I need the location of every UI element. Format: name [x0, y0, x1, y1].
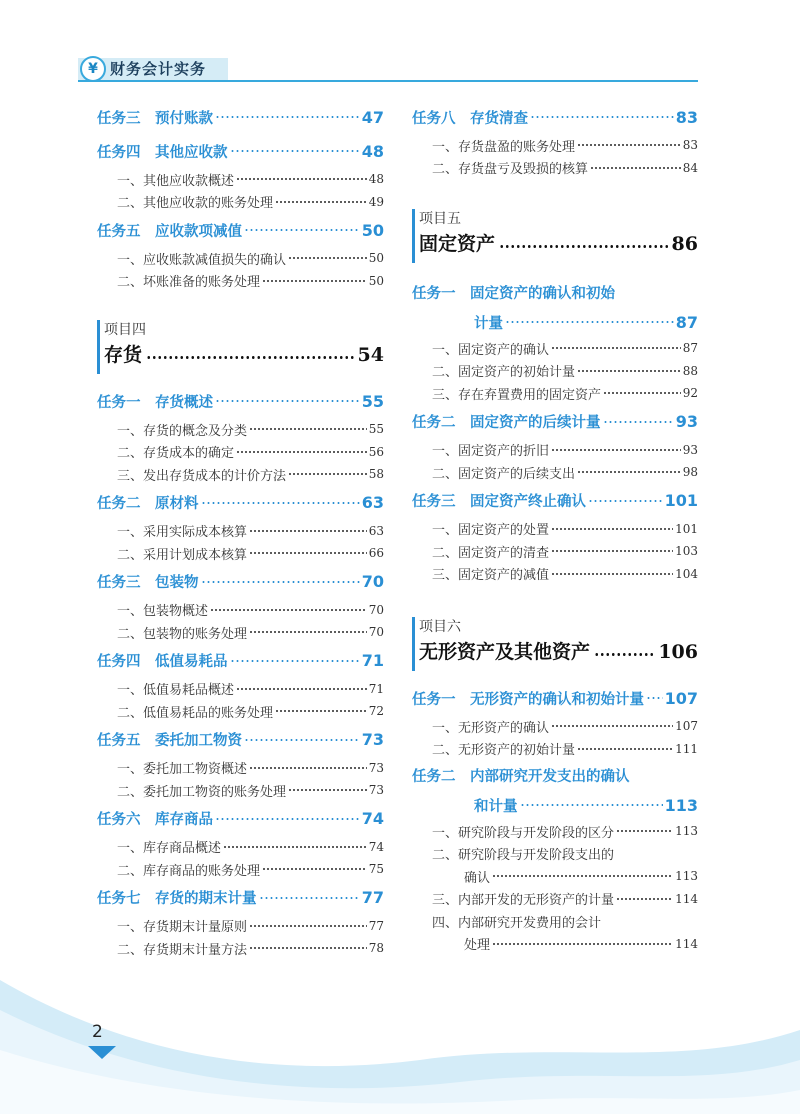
sub-label: 一、固定资产的确认: [432, 342, 550, 358]
leader-dots: [249, 426, 367, 432]
leader-dots: [210, 607, 367, 613]
leader-dots: [259, 894, 360, 902]
toc-task-entry[interactable]: [97, 723, 384, 757]
leader-dots: [616, 828, 673, 834]
project-title: 固定资产: [419, 233, 496, 255]
sub-label: 二、采用计划成本核算: [117, 547, 248, 563]
leader-dots: [577, 746, 673, 752]
toc-sub-entry[interactable]: [97, 191, 384, 214]
sub-page: 84: [682, 160, 698, 175]
toc-task-entry[interactable]: [97, 486, 384, 520]
leader-dots: [230, 657, 360, 665]
toc-task-entry[interactable]: [412, 100, 698, 134]
leader-dots: [249, 629, 367, 635]
project-title: 无形资产及其他资产: [419, 641, 591, 663]
project-six-heading: [412, 617, 698, 671]
toc-sub-entry[interactable]: [412, 540, 698, 563]
project-page: 106: [658, 641, 698, 663]
task-page: 74: [361, 809, 384, 828]
yuan-coin-icon: ¥: [80, 56, 106, 82]
project-label: 项目五: [419, 211, 461, 227]
sub-label: 一、应收账款减值损失的确认: [117, 252, 287, 268]
leader-dots: [551, 345, 681, 351]
leader-dots: [551, 723, 673, 729]
project-title-row[interactable]: [419, 229, 698, 263]
sub-label: 确认: [464, 870, 491, 886]
sub-page: 87: [682, 341, 698, 356]
sub-page: 77: [368, 918, 384, 933]
leader-dots: [236, 449, 367, 455]
leader-dots: [244, 226, 360, 234]
toc-sub-entry[interactable]: [97, 621, 384, 644]
sub-page: 113: [675, 824, 698, 839]
task-page: 83: [675, 107, 698, 127]
toc-sub-entry[interactable]: [97, 270, 384, 293]
project-label: 项目四: [104, 322, 146, 338]
toc-sub-entry[interactable]: [412, 888, 698, 911]
task-label: 任务二 原材料: [97, 496, 199, 512]
toc-sub-entry[interactable]: [412, 518, 698, 541]
sub-page: 73: [368, 760, 384, 775]
leader-dots: [590, 165, 681, 171]
sub-page: 92: [682, 386, 698, 401]
task-label: 任务五 应收款项减值: [97, 223, 242, 240]
project-five-heading: [412, 209, 698, 263]
project-four-heading: [97, 320, 384, 374]
task-label: 和计量: [474, 798, 518, 815]
leader-dots: [492, 873, 673, 879]
leader-dots: [551, 571, 673, 577]
toc-sub-entry[interactable]: [97, 678, 384, 701]
toc-sub-entry[interactable]: [97, 937, 384, 960]
sub-page: 114: [675, 891, 698, 906]
sub-label: 二、存货成本的确定: [117, 446, 235, 462]
toc-sub-entry[interactable]: [412, 843, 698, 866]
page-number: 2: [92, 1022, 103, 1042]
toc-task-entry[interactable]: [412, 681, 698, 715]
task-label: 任务一 无形资产的确认和初始计量: [412, 691, 644, 708]
task-page: 70: [361, 572, 384, 591]
toc-task-entry[interactable]: [97, 644, 384, 678]
sub-label: 二、研究阶段与开发阶段支出的: [432, 848, 615, 864]
task-page: 48: [361, 141, 384, 161]
sub-page: 70: [368, 625, 384, 640]
sub-label: 一、固定资产的折旧: [432, 444, 550, 460]
task-label: 任务二 固定资产的后续计量: [412, 415, 601, 431]
toc-task-entry[interactable]: [97, 213, 384, 247]
project-title-row[interactable]: [419, 637, 698, 671]
sub-label: 一、研究阶段与开发阶段的区分: [432, 825, 615, 841]
leader-dots: [215, 397, 360, 405]
leader-dots: [275, 708, 367, 714]
sub-label: 二、存货盘亏及毁损的核算: [432, 162, 589, 178]
toc-sub-entry[interactable]: [97, 858, 384, 881]
toc-sub-entry[interactable]: [97, 757, 384, 780]
sub-page: 88: [682, 363, 698, 378]
sub-label: 一、存货期末计量原则: [117, 920, 248, 936]
toc-task-entry[interactable]: [97, 100, 384, 134]
toc-task-entry[interactable]: [412, 484, 698, 518]
project-title-row[interactable]: [104, 340, 384, 374]
toc-sub-entry[interactable]: [412, 910, 698, 933]
sub-label: 三、固定资产的减值: [432, 568, 550, 584]
leader-dots: [577, 142, 681, 148]
toc-task-entry[interactable]: [97, 565, 384, 599]
task-label: 任务三 包装物: [97, 575, 199, 591]
toc-sub-entry[interactable]: [97, 836, 384, 859]
toc-task-entry[interactable]: [97, 802, 384, 836]
page-marker-triangle-icon: [88, 1046, 116, 1059]
toc-sub-entry[interactable]: [97, 168, 384, 191]
leader-dots: [603, 418, 674, 426]
task-label: 任务八 存货清查: [412, 110, 528, 127]
sub-page: 114: [675, 936, 698, 951]
leader-dots: [588, 497, 663, 505]
sub-label: 一、采用实际成本核算: [117, 525, 248, 541]
task-label: 任务四 低值易耗品: [97, 654, 228, 670]
leader-dots: [244, 736, 360, 744]
sub-label: 二、其他应收款的账务处理: [117, 196, 274, 212]
leader-dots: [236, 176, 367, 182]
sub-page: 75: [368, 862, 384, 877]
task-label: 任务三 预付账款: [97, 110, 213, 127]
toc-left-column: [97, 100, 384, 960]
task-page: 55: [361, 391, 384, 411]
leader-dots: [262, 866, 367, 872]
toc-sub-entry[interactable]: [97, 520, 384, 543]
project-four-entries: [97, 384, 384, 960]
leader-dots: [249, 923, 367, 929]
task-label: 任务一 存货概述: [97, 394, 213, 411]
sub-page: 48: [368, 172, 384, 187]
leader-dots: [616, 896, 673, 902]
sub-page: 101: [675, 521, 698, 536]
sub-page: 71: [368, 681, 384, 696]
sub-label: 一、委托加工物资概述: [117, 762, 248, 778]
toc-task-entry[interactable]: [412, 405, 698, 439]
sub-label: 二、包装物的账务处理: [117, 626, 248, 642]
task-page: 50: [361, 220, 384, 240]
sub-page: 98: [682, 465, 698, 480]
toc-sub-entry[interactable]: [412, 461, 698, 484]
sub-page: 103: [675, 544, 698, 559]
left-top-entries: [97, 100, 384, 292]
sub-label: 二、库存商品的账务处理: [117, 863, 261, 879]
toc-sub-entry[interactable]: [97, 441, 384, 464]
sub-label: 一、无形资产的确认: [432, 720, 550, 736]
sub-page: 107: [675, 719, 698, 734]
project-page: 86: [671, 233, 698, 255]
task-label: 任务三 固定资产终止确认: [412, 494, 586, 510]
sub-page: 50: [368, 273, 384, 288]
task-label: 任务二 内部研究开发支出的确认: [412, 768, 630, 785]
toc-sub-entry[interactable]: [97, 915, 384, 938]
toc-sub-entry[interactable]: [412, 738, 698, 761]
toc-sub-entry[interactable]: [412, 360, 698, 383]
sub-label: 一、其他应收款概述: [117, 173, 235, 189]
sub-page: 111: [675, 741, 698, 756]
leader-dots: [499, 241, 668, 251]
leader-dots: [215, 113, 360, 121]
leader-dots: [249, 550, 367, 556]
toc-sub-entry[interactable]: [97, 247, 384, 270]
task-label: 任务五 委托加工物资: [97, 733, 242, 749]
leader-dots: [201, 499, 360, 507]
leader-dots: [249, 528, 367, 534]
toc-sub-entry[interactable]: [412, 563, 698, 586]
sub-page: 93: [682, 442, 698, 457]
toc-sub-entry[interactable]: [97, 463, 384, 486]
task-label: 任务七 存货的期末计量: [97, 891, 257, 907]
task-label: 任务六 库存商品: [97, 812, 213, 828]
leader-dots: [505, 318, 674, 326]
sub-page: 55: [368, 422, 384, 437]
leader-dots: [262, 278, 367, 284]
toc-task-entry[interactable]: [412, 760, 698, 790]
task-page: 107: [664, 688, 698, 708]
toc-sub-entry[interactable]: [97, 779, 384, 802]
leader-dots: [215, 815, 360, 823]
task-page: 73: [361, 730, 384, 749]
sub-page: 50: [368, 251, 384, 266]
toc-task-entry[interactable]: [97, 384, 384, 418]
leader-dots: [288, 471, 367, 477]
toc-task-entry-continued[interactable]: [412, 790, 698, 820]
sub-page: 78: [368, 941, 384, 956]
task-page: 87: [675, 312, 698, 332]
toc-sub-entry-continued[interactable]: [412, 933, 698, 956]
task-page: 113: [664, 795, 698, 815]
sub-label: 二、无形资产的初始计量: [432, 743, 576, 759]
sub-label: 一、存货盘盈的账务处理: [432, 139, 576, 155]
page-header: [0, 0, 800, 100]
right-top-entries: [412, 100, 698, 179]
toc-sub-entry[interactable]: [412, 157, 698, 180]
leader-dots: [603, 390, 681, 396]
sub-page: 113: [675, 869, 698, 884]
sub-label: 一、包装物概述: [117, 604, 209, 620]
sub-label: 一、库存商品概述: [117, 841, 222, 857]
leader-dots: [530, 113, 674, 121]
toc-sub-entry[interactable]: [97, 599, 384, 622]
sub-page: 58: [368, 467, 384, 482]
toc-task-entry-continued[interactable]: [412, 307, 698, 337]
header-rule: [78, 80, 698, 82]
leader-dots: [492, 941, 673, 947]
sub-label: 二、存货期末计量方法: [117, 942, 248, 958]
sub-label: 二、固定资产的后续支出: [432, 466, 576, 482]
project-five-entries: [412, 337, 698, 585]
sub-label: 三、内部开发的无形资产的计量: [432, 893, 615, 909]
sub-label: 一、存货的概念及分类: [117, 423, 248, 439]
project-page: 54: [357, 344, 384, 366]
sub-page: 63: [368, 523, 384, 538]
toc-sub-entry[interactable]: [412, 134, 698, 157]
task-page: 47: [361, 107, 384, 127]
leader-dots: [520, 801, 663, 809]
leader-dots: [275, 199, 367, 205]
sub-page: 73: [368, 783, 384, 798]
sub-page: 83: [682, 138, 698, 153]
sub-page: 66: [368, 546, 384, 561]
toc-sub-entry[interactable]: [412, 820, 698, 843]
leader-dots: [551, 447, 681, 453]
task-page: 101: [664, 491, 698, 510]
toc-sub-entry[interactable]: [412, 382, 698, 405]
toc-right-column: [412, 100, 698, 955]
toc-sub-entry[interactable]: [412, 337, 698, 360]
book-title: 财务会计实务: [110, 60, 207, 78]
toc-task-entry[interactable]: [412, 277, 698, 307]
leader-dots: [230, 147, 360, 155]
task-label: 计量: [474, 315, 503, 332]
sub-page: 49: [368, 194, 384, 209]
toc-sub-entry[interactable]: [97, 418, 384, 441]
leader-dots: [594, 649, 654, 659]
toc-task-entry[interactable]: [97, 881, 384, 915]
leader-dots: [249, 765, 367, 771]
sub-label: 二、坏账准备的账务处理: [117, 275, 261, 291]
toc-sub-entry[interactable]: [97, 542, 384, 565]
sub-page: 70: [368, 602, 384, 617]
leader-dots: [577, 469, 681, 475]
project-label: 项目六: [419, 619, 461, 635]
task-page: 93: [675, 412, 698, 431]
sub-label: 一、固定资产的处置: [432, 523, 550, 539]
leader-dots: [201, 578, 360, 586]
sub-label: 二、委托加工物资的账务处理: [117, 784, 287, 800]
task-page: 77: [361, 888, 384, 907]
sub-page: 104: [675, 566, 698, 581]
toc-sub-entry[interactable]: [412, 439, 698, 462]
toc-sub-entry[interactable]: [412, 715, 698, 738]
toc-sub-entry[interactable]: [97, 700, 384, 723]
sub-label: 处理: [464, 938, 491, 954]
sub-page: 74: [368, 839, 384, 854]
leader-dots: [288, 787, 367, 793]
leader-dots: [288, 255, 367, 261]
sub-page: 72: [368, 704, 384, 719]
project-title: 存货: [104, 344, 143, 366]
leader-dots: [146, 352, 354, 362]
task-page: 63: [361, 493, 384, 512]
sub-label: 四、内部研究开发费用的会计: [432, 915, 602, 931]
task-label: 任务四 其他应收款: [97, 144, 228, 161]
sub-label: 二、固定资产的初始计量: [432, 365, 576, 381]
sub-label: 三、发出存货成本的计价方法: [117, 468, 287, 484]
footer-wave-decoration: [0, 960, 800, 1114]
leader-dots: [551, 526, 673, 532]
leader-dots: [249, 945, 367, 951]
sub-page: 56: [368, 444, 384, 459]
sub-label: 二、固定资产的清查: [432, 545, 550, 561]
toc-task-entry[interactable]: [97, 134, 384, 168]
sub-label: 三、存在弃置费用的固定资产: [432, 387, 602, 403]
toc-sub-entry-continued[interactable]: [412, 865, 698, 888]
sub-label: 一、低值易耗品概述: [117, 683, 235, 699]
leader-dots: [236, 686, 367, 692]
leader-dots: [646, 694, 663, 702]
leader-dots: [577, 368, 681, 374]
task-page: 71: [361, 651, 384, 670]
sub-label: 二、低值易耗品的账务处理: [117, 705, 274, 721]
leader-dots: [223, 844, 367, 850]
task-label: 任务一 固定资产的确认和初始: [412, 285, 615, 302]
leader-dots: [551, 548, 673, 554]
